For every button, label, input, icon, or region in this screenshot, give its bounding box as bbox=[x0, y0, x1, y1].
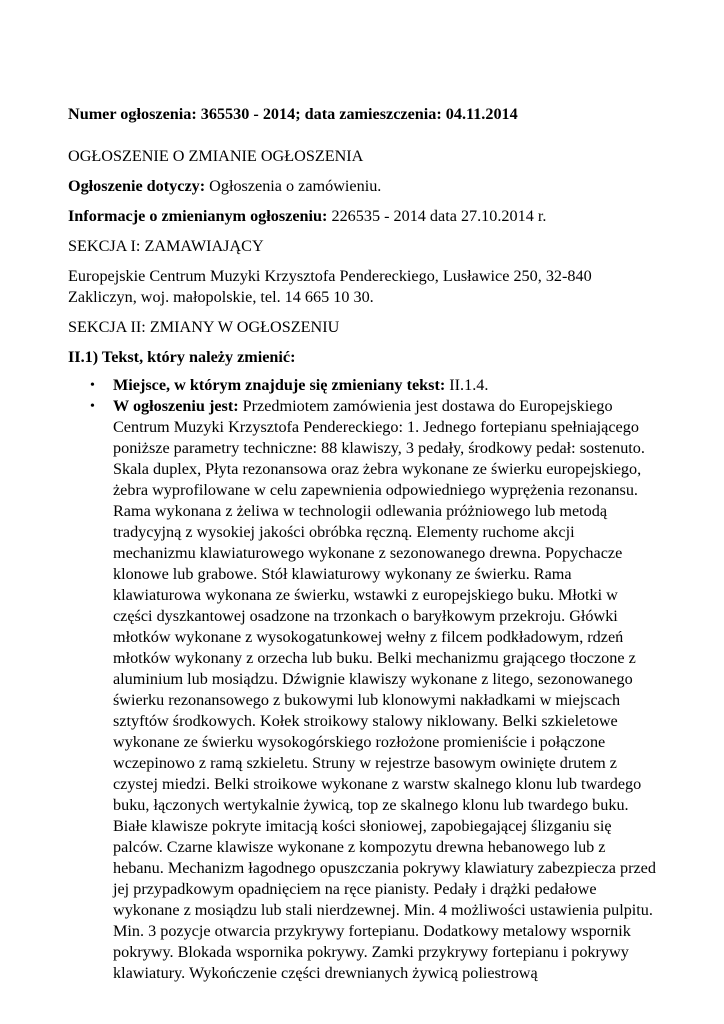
document-title: OGŁOSZENIE O ZMIANIE OGŁOSZENIA bbox=[68, 147, 364, 165]
document-page bbox=[68, 104, 660, 984]
section-1-body: Europejskie Centrum Muzyki Krzysztofa Pendereckiego, Lusławice 250, 32-840 Zakliczyn, woj. małopolskie, tel. 14 665 10 30. bbox=[68, 267, 592, 306]
changed-notice-label: Informacje o zmienianym ogłoszeniu: bbox=[68, 207, 328, 225]
list-item-label: W ogłoszeniu jest: bbox=[113, 397, 239, 415]
concerns-label: Ogłoszenie dotyczy: bbox=[68, 177, 206, 195]
list-item-value: II.1.4. bbox=[445, 376, 489, 394]
list-item-value: Przedmiotem zamówienia jest dostawa do Europejskiego Centrum Muzyki Krzysztofa Pendereckiego: 1. Jednego fortepianu spełniającego poniższe parametry techniczne: 88 klawiszy, 3 pedały, środkowy pedał: sostenuto. Skala duplex, Płyta rezonansowa oraz żebra wykonane ze świerku europejskiego, żebra wyprofilowane w celu zapewnienia odpowiedniego wyprężenia rezonansu. Rama wykonana z żeliwa w technologii odlewania próżniowego lub metodą tradycyjną z wysokiej jakości obróbka ręczną. Elementy ruchome akcji mechanizmu klawiaturowego wykonane z sezonowanego drewna. Popychacze klonowe lub grabowe. Stół klawiaturowy wykonany ze świerku. Rama klawiaturowa wykonana ze świerku, wstawki z europejskiego buku. Młotki w części dyszkantowej osadzone na trzonkach o baryłkowym przekroju. Główki młotków wykonane z wysokogatunkowej wełny z filcem podkładowym, rdzeń młotków wykonany z orzecha lub buku. Belki mechanizmu grającego tłoczone z aluminium lub mosiądzu. Dźwignie klawiszy wykonane z litego, sezonowanego świerku rezonansowego z bukowymi lub klonowymi nakładkami w miejscach sztyftów środkowych. Kołek stroikowy stalowy niklowany. Belki szkieletowe wykonane ze świerku wysokogórskiego rozłożone promieniście i połączone wczepinowo z ramą szkieletu. Struny w rejestrze basowym owinięte drutem z czystej miedzi. Belki stroikowe wykonane z warstw skalnego klonu lub twardego buku, łączonych wertykalnie żywicą, top ze skalnego klonu lub twardego buku. Białe klawisze pokryte imitacją kości słoniowej, zapobiegającej ślizganiu się palców. Czarne klawisze wykonane z kompozytu drewna hebanowego lub z hebanu. Mechanizm łagodnego opuszczania pokrywy klawiatury zabezpiecza przed jej przypadkowym opadnięciem na ręce pianisty. Pedały i drążki pedałowe wykonane z mosiądzu lub stali nierdzewnej. Min. 4 możliwości ustawienia pulpitu. Min. 3 pozycje otwarcia przykrywy fortepianu. Dodatkowy metalowy wspornik pokrywy. Blokada wspornika pokrywy. Zamki przykrywy fortepianu i pokrywy klawiatury. Wykończenie części drewnianych żywicą poliestrową bbox=[113, 397, 656, 982]
changes-list bbox=[68, 375, 660, 984]
list-item bbox=[68, 396, 660, 984]
changed-notice-line bbox=[68, 206, 660, 227]
list-item-label: Miejsce, w którym znajduje się zmieniany tekst: bbox=[113, 376, 446, 394]
changed-notice-value: 226535 - 2014 data 27.10.2014 r. bbox=[327, 207, 547, 225]
bullet-icon: • bbox=[90, 399, 95, 414]
section-2-title: SEKCJA II: ZMIANY W OGŁOSZENIU bbox=[68, 318, 340, 336]
subsection-title: II.1) Tekst, który należy zmienić: bbox=[68, 348, 296, 366]
notice-number-header: Numer ogłoszenia: 365530 - 2014; data zamieszczenia: 04.11.2014 bbox=[68, 105, 518, 123]
concerns-value: Ogłoszenia o zamówieniu. bbox=[205, 177, 382, 195]
list-item bbox=[68, 375, 660, 396]
concerns-line bbox=[68, 176, 660, 197]
section-1-title: SEKCJA I: ZAMAWIAJĄCY bbox=[68, 237, 264, 255]
bullet-icon: • bbox=[90, 378, 95, 393]
